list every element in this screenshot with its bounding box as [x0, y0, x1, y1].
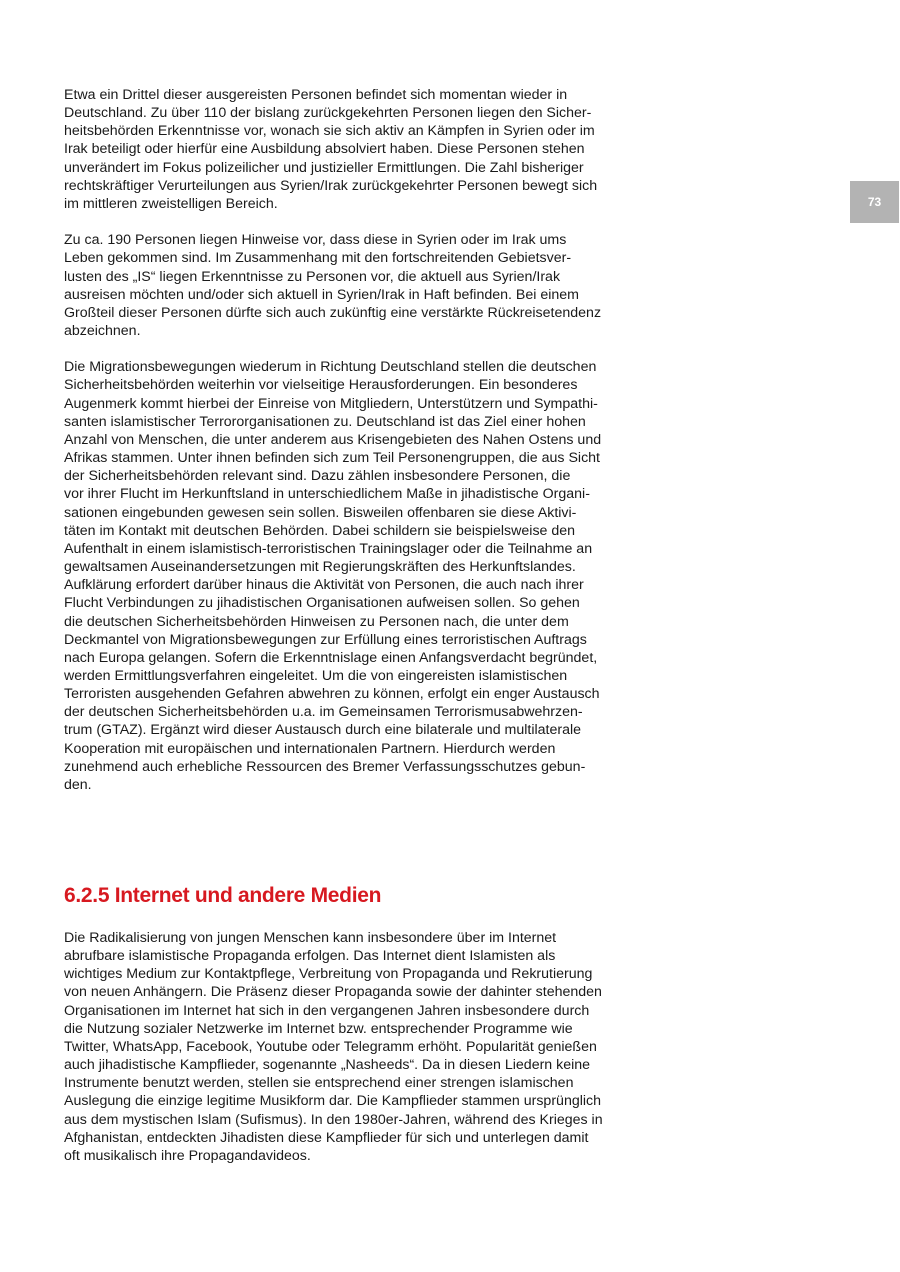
page-number: 73: [867, 195, 882, 209]
page-number-tab: [850, 181, 899, 223]
body-text-column: [64, 86, 614, 812]
paragraph-deaths-detentions: Zu ca. 190 Personen liegen Hinweise vor, dass diese in Syrien oder im Irak ums Leben gekommen sind. Im Zusammenhang mit den fortschreitenden Gebietsver- lusten des „IS“ liegen Erkenntnisse zu Personen vor, die aktuell aus Syrien/Irak ausreisen möchten und/oder sich aktuell in Syrien/Irak in Haft befinden. Bei einem Großteil dieser Personen dürfte sich auch zukünftig eine verstärkte Rückreisetendenz abzeichnen.: [64, 232, 602, 340]
section-heading: 6.2.5 Internet und andere Medien: [64, 884, 382, 907]
paragraph-internet-media: Die Radikalisierung von jungen Menschen kann insbesondere über im Internet abrufbare islamistische Propaganda erfolgen. Das Internet dient Islamisten als wichtiges Medium zur Kontaktpflege, Verbreitung von Propaganda und Rekrutierung von neuen Anhängern. Die Präsenz dieser Propaganda sowie der dahinter stehenden Organisationen im Internet hat sich in den vergangenen Jahren insbesondere durch die Nutzung sozialer Netzwerke im Internet bzw. entsprechender Programme wie Twitter, WhatsApp, Facebook, Youtube oder Telegramm erhöht. Popularität genießen auch jihadistische Kampflieder, sogenannte „Nasheeds“. Da in diesen Liedern keine Instrumente benutzt werden, stellen sie entsprechend einer strengen islamischen Auslegung die einzige legitime Musikform dar. Die Kampflieder stammen ursprünglich aus dem mystischen Islam (Sufismus). In den 1980er-Jahren, während des Krieges in Afghanistan, entdeckten Jihadisten diese Kampflieder für sich und unterlegen damit oft musikalisch ihre Propagandavideos.: [64, 930, 603, 1164]
paragraph-returnees: Etwa ein Drittel dieser ausgereisten Personen befindet sich momentan wieder in Deutschland. Zu über 110 der bislang zurückgekehrten Personen liegen den Sicher- heitsbehörden Erkenntnisse vor, wonach sie sich aktiv an Kämpfen in Syrien oder im Irak beteiligt oder hierfür eine Ausbildung absolviert haben. Diese Personen stehen unverändert im Fokus polizeilicher und justizieller Ermittlungen. Die Zahl bisheriger rechtskräftiger Verurteilungen aus Syrien/Irak zurückgekehrter Personen bewegt sich im mittleren zweistelligen Bereich.: [64, 87, 598, 212]
paragraph-migration: Die Migrationsbewegungen wiederum in Richtung Deutschland stellen die deutschen Sicherheitsbehörden weiterhin vor vielseitige Herausforderungen. Ein besonderes Augenmerk kommt hierbei der Einreise von Mitgliedern, Unterstützern und Sympathi- santen islamistischer Terrororganisationen zu. Deutschland ist das Ziel einer hohen Anzahl von Menschen, die unter anderem aus Krisengebieten des Nahen Ostens und Afrikas stammen. Unter ihnen befinden sich zum Teil Personengruppen, die aus Sicht der Sicherheitsbehörden relevant sind. Dazu zählen insbesondere Personen, die vor ihrer Flucht im Herkunftsland in unterschiedlichem Maße in jihadistische Organi- sationen eingebunden gewesen sein sollen. Bisweilen offenbaren sie diese Aktivi- täten im Kontakt mit deutschen Behörden. Dabei schildern sie beispielsweise den Aufenthalt in einem islamistisch-terroristischen Trainingslager oder die Teilnahme an gewaltsamen Auseinandersetzungen mit Regierungskräften des Herkunftslandes. Aufklärung erfordert darüber hinaus die Aktivität von Personen, die auch nach ihrer Flucht Verbindungen zu jihadistischen Organisationen aufweisen sollen. So gehen die deutschen Sicherheitsbehörden Hinweisen zu Personen nach, die unter dem Deckmantel von Migrationsbewegungen zur Erfüllung eines terroristischen Auftrags nach Europa gelangen. Sofern die Erkenntnislage einen Anfangsverdacht begründet, werden Ermittlungsverfahren eingeleitet. Um die von eingereisten islamistischen Terroristen ausgehenden Gefahren abwehren zu können, erfolgt ein enger Austausch der deutschen Sicherheitsbehörden u.a. im Gemeinsamen Terrorismusabwehrzen- trum (GTAZ). Ergänzt wird dieser Austausch durch eine bilaterale und multilaterale Kooperation mit europäischen und internationalen Partnern. Hierdurch werden zunehmend auch erhebliche Ressourcen des Bremer Verfassungsschutzes gebun- den.: [64, 359, 602, 793]
section-body-column: [64, 929, 614, 1183]
